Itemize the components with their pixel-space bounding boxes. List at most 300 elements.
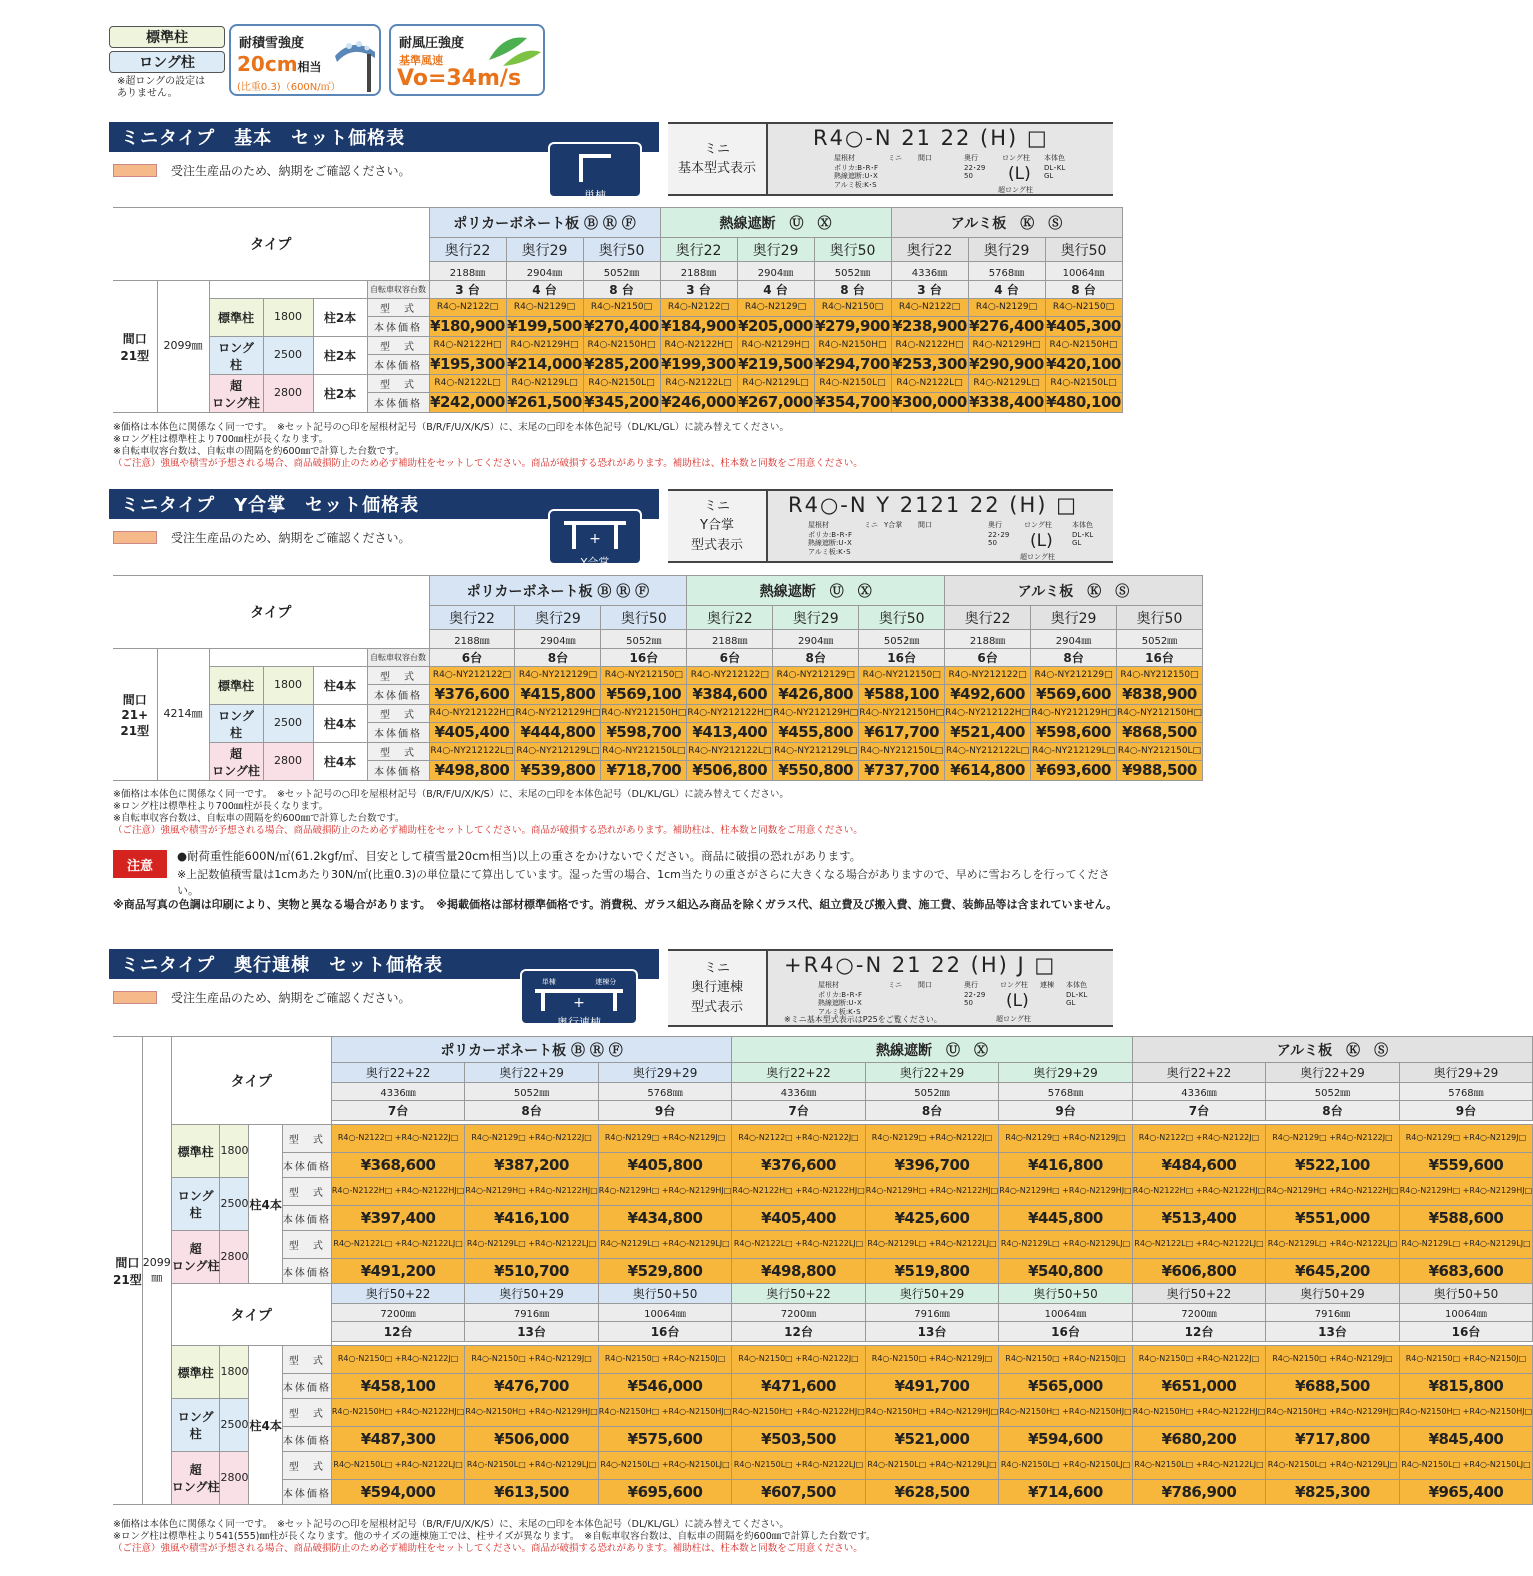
- model-code: R4○-N2122□ +R4○-N2122J□: [331, 1125, 464, 1153]
- price: ¥376,600: [732, 1153, 865, 1178]
- depth-header: 奥行50+50: [999, 1284, 1132, 1304]
- depth-header: 奥行22: [429, 606, 515, 630]
- photo-note: ※商品写真の色調は印刷により、実物と異なる場合があります。 ※掲載価格は部材標準価格です。消費税、ガラス組込み商品を除くガラス代、組立費及び搬入費、施工費、装飾品等は含まれていません。: [113, 898, 1118, 911]
- section3-title: ミニタイプ 奥行連棟 セット価格表: [109, 949, 659, 979]
- model-label: 型 式: [282, 1452, 331, 1480]
- model-code: R4○-N2150L□ +R4○-N2150LJ□: [999, 1452, 1132, 1480]
- blank-cell: [209, 281, 367, 299]
- price: ¥628,500: [865, 1480, 998, 1505]
- section1-order-note: [113, 162, 411, 179]
- wind-value: Vo=34m/s: [397, 66, 522, 91]
- model-code: R4○-NY212129H□: [773, 705, 859, 723]
- model-depth-vals: 22･29 50: [988, 531, 1010, 548]
- model-code: R4○-N2129H□ +R4○-N2122HJ□: [465, 1178, 598, 1206]
- price: ¥484,600: [1132, 1153, 1265, 1178]
- length-mm: 2188㎜: [429, 262, 506, 281]
- pole-height: 2800: [220, 1452, 249, 1505]
- model-long-lbl: ロング柱: [1024, 521, 1052, 529]
- price: ¥491,700: [865, 1374, 998, 1399]
- pole-type: 超 ロング柱: [171, 1231, 220, 1284]
- bike-capacity: 6台: [945, 649, 1031, 667]
- model-label: 型 式: [282, 1399, 331, 1427]
- depth-header: 奥行22+22: [1132, 1063, 1265, 1083]
- model-code: R4○-N2150□ +R4○-N2129J□: [865, 1346, 998, 1374]
- snow-value: 20cm: [237, 52, 298, 76]
- bike-capacity: 3 台: [429, 281, 506, 299]
- model-code: R4○-NY212150□: [859, 667, 945, 685]
- type-header: タイプ: [113, 576, 429, 649]
- depth-header: 奥行29+29: [1399, 1063, 1532, 1083]
- model-code: R4○-N2129□: [968, 299, 1045, 317]
- caution-line1: ●耐荷重性能600N/㎡(61.2kgf/㎡、目安として積雪量20cm相当)以上の重さをかけないでください。商品に破損の恐れがあります。: [177, 849, 862, 863]
- model-code: R4○-NY212150L□: [1117, 743, 1203, 761]
- bike-capacity: 16台: [598, 1322, 731, 1342]
- price: ¥845,400: [1399, 1427, 1532, 1452]
- model-code: R4○-NY212129□: [515, 667, 601, 685]
- model-code: R4○-NY212122□: [945, 667, 1031, 685]
- length-mm: 5052㎜: [1117, 630, 1203, 649]
- model-label-mini: ミニ: [703, 498, 730, 514]
- depth-header: 奥行50+50: [1399, 1284, 1532, 1304]
- model-label: 型 式: [367, 375, 429, 393]
- price: ¥405,400: [732, 1206, 865, 1231]
- price: ¥253,300: [892, 355, 967, 374]
- bike-capacity: 13台: [1266, 1322, 1399, 1342]
- bike-capacity: 8台: [465, 1101, 598, 1121]
- model-width-lbl: 間口: [918, 981, 932, 989]
- s2-price-table: [113, 575, 1203, 781]
- price: ¥396,700: [865, 1153, 998, 1178]
- model-code: R4○-N2129L□: [737, 375, 814, 393]
- price: ¥458,100: [331, 1374, 464, 1399]
- price: ¥546,000: [598, 1374, 731, 1399]
- model-code: R4○-N2150□ +R4○-N2122J□: [1132, 1346, 1265, 1374]
- model-code: R4○-N2129□ +R4○-N2122J□: [1266, 1125, 1399, 1153]
- width-type: 間口 21+ 21型: [113, 649, 157, 781]
- pole-type: 超 ロング柱: [171, 1452, 220, 1505]
- price: ¥559,600: [1399, 1153, 1532, 1178]
- length-mm: 5052㎜: [859, 630, 945, 649]
- bike-capacity: 12台: [1132, 1322, 1265, 1342]
- bike-capacity: 9台: [1399, 1101, 1532, 1121]
- depth-header: 奥行50: [1045, 238, 1122, 262]
- model-code: R4○-N2122L□ +R4○-N2122LJ□: [1132, 1231, 1265, 1259]
- section1-icon-label: 単棟: [584, 189, 606, 202]
- price: ¥199,500: [507, 317, 582, 336]
- price: ¥345,200: [584, 393, 659, 412]
- pole-height: 1800: [220, 1125, 249, 1178]
- model-code: R4○-N2129□ +R4○-N2129J□: [999, 1125, 1132, 1153]
- model-label-linked: 奥行連棟: [690, 980, 743, 996]
- depth-header: 奥行29+29: [999, 1063, 1132, 1083]
- bike-capacity: 7台: [1132, 1101, 1265, 1121]
- price: ¥815,800: [1399, 1374, 1532, 1399]
- pole-height: 2800: [220, 1231, 249, 1284]
- model-code: R4○-N2129H□ +R4○-N2129HJ□: [999, 1178, 1132, 1206]
- price: ¥550,800: [773, 761, 859, 781]
- section3-icon-label: 奥行連棟: [557, 1016, 601, 1029]
- model-code: R4○-N2150□: [583, 299, 660, 317]
- bike-capacity: 9台: [598, 1101, 731, 1121]
- length-mm: 7200㎜: [331, 1304, 464, 1322]
- footnote: ※ロング柱は標準柱より541(555)㎜柱が長くなります。他のサイズの連棟施工では、柱サイズが異なります。 ※自転車収容台数は、自転車の間隔を約600㎜で計算した台数です。: [113, 1530, 876, 1542]
- price: ¥498,800: [429, 761, 515, 781]
- model-code: R4○-NY212129L□: [773, 743, 859, 761]
- price: ¥184,900: [661, 317, 736, 336]
- model-code: R4○-N2122□ +R4○-N2122J□: [732, 1125, 865, 1153]
- price: ¥492,600: [945, 685, 1031, 705]
- bike-capacity: 9台: [999, 1101, 1132, 1121]
- snow-detail: (比重0.3)（600N/㎡）: [237, 82, 341, 93]
- bike-capacity: 7台: [732, 1101, 865, 1121]
- model-code: R4○-N2150H□ +R4○-N2129HJ□: [865, 1399, 998, 1427]
- model-code: R4○-NY212150□: [1117, 667, 1203, 685]
- model-roof-lbl: 屋根材: [818, 981, 839, 989]
- bike-capacity: 3 台: [891, 281, 968, 299]
- section3-order-note: [113, 989, 411, 1006]
- section1-title: ミニタイプ 基本 セット価格表: [109, 122, 659, 152]
- price: ¥506,000: [465, 1427, 598, 1452]
- carport-snow-icon: [331, 34, 377, 94]
- model-code: R4○-N2150H□ +R4○-N2150HJ□: [1399, 1399, 1532, 1427]
- model-code: R4○-NY212129H□: [1031, 705, 1117, 723]
- depth-header: 奥行50+50: [598, 1284, 731, 1304]
- footnote: ※価格は本体色に関係なく同一です。 ※セット記号の○印を屋根材記号（B/R/F/U/X/K/S）に、末尾の□印を本体色記号（DL/KL/GL）に読み替えてください。: [113, 789, 789, 800]
- model-code: R4○-N2129L□: [968, 375, 1045, 393]
- length-mm: 2904㎜: [1031, 630, 1117, 649]
- length-mm: 2904㎜: [515, 630, 601, 649]
- section3-notes: [113, 1519, 876, 1555]
- model-code: R4○-N2129L□ +R4○-N2122LJ□: [865, 1231, 998, 1259]
- price: ¥569,600: [1031, 685, 1117, 705]
- price: ¥434,800: [598, 1206, 731, 1231]
- model-mini-lbl: ミニ: [888, 154, 902, 162]
- model-code: R4○-N2122□: [891, 299, 968, 317]
- price: ¥238,900: [892, 317, 967, 336]
- model-code: R4○-N2129□ +R4○-N2129J□: [598, 1125, 731, 1153]
- bike-capacity: 8 台: [1045, 281, 1122, 299]
- material-group-header: 熱線遮断 Ⓤ Ⓧ: [660, 208, 891, 238]
- model-roof-detail: ポリカ:B･R･F 熱線遮断:U･X アルミ板:K･S: [818, 991, 862, 1016]
- length-mm: 4336㎜: [1132, 1083, 1265, 1101]
- caution-box: [113, 846, 1113, 897]
- price: ¥426,800: [773, 685, 859, 705]
- price: ¥384,600: [687, 685, 773, 705]
- length-mm: 5768㎜: [999, 1083, 1132, 1101]
- post-count: 柱2本: [313, 375, 367, 413]
- price: ¥487,300: [331, 1427, 464, 1452]
- model-code: R4○-N2150□: [814, 299, 891, 317]
- price: ¥569,100: [601, 685, 687, 705]
- model-code: R4○-N2150L□ +R4○-N2150LJ□: [598, 1452, 731, 1480]
- price: ¥606,800: [1132, 1259, 1265, 1284]
- svg-text:+: +: [589, 531, 601, 547]
- price: ¥219,500: [738, 355, 813, 374]
- depth-header: 奥行50: [1117, 606, 1203, 630]
- model-code: R4○-N2129L□ +R4○-N2129LJ□: [999, 1231, 1132, 1259]
- order-note-text: 受注生産品のため、納期をご確認ください。: [171, 164, 411, 178]
- price: ¥718,700: [601, 761, 687, 781]
- order-swatch: [113, 164, 157, 177]
- price: ¥565,000: [999, 1374, 1132, 1399]
- model-color-lbl: 本体色: [1072, 521, 1093, 529]
- model-code: R4○-NY212150H□: [859, 705, 945, 723]
- depth-header: 奥行22+22: [732, 1063, 865, 1083]
- bike-capacity: 16台: [859, 649, 945, 667]
- price: ¥825,300: [1266, 1480, 1399, 1505]
- model-code: R4○-N2150□ +R4○-N2150J□: [999, 1346, 1132, 1374]
- price: ¥680,200: [1132, 1427, 1265, 1452]
- price: ¥491,200: [331, 1259, 464, 1284]
- bike-capacity: 16台: [601, 649, 687, 667]
- model-code: R4○-N2122L□: [660, 375, 737, 393]
- price-label: 本体価格: [367, 723, 429, 743]
- model-code: R4○-N2150H□ +R4○-N2129HJ□: [1266, 1399, 1399, 1427]
- bike-capacity-label: 自転車収容台数: [367, 281, 429, 299]
- model-code: R4○-N2129H□ +R4○-N2129HJ□: [598, 1178, 731, 1206]
- price-label: 本体価格: [282, 1153, 331, 1178]
- bike-capacity: 8 台: [583, 281, 660, 299]
- price-label: 本体価格: [367, 393, 429, 413]
- model-code: R4○-N2122L□ +R4○-N2122LJ□: [732, 1231, 865, 1259]
- price: ¥588,600: [1399, 1206, 1532, 1231]
- bike-capacity-label: 自転車収容台数: [367, 649, 429, 667]
- price: ¥416,100: [465, 1206, 598, 1231]
- material-group-header: 熱線遮断 Ⓤ Ⓧ: [732, 1037, 1132, 1063]
- price: ¥420,100: [1046, 355, 1121, 374]
- model-code: R4○-N2129H□: [968, 337, 1045, 355]
- price: ¥285,200: [584, 355, 659, 374]
- model-roof-lbl: 屋根材: [834, 154, 855, 162]
- warning-note: （ご注意）強風や積雪が予想される場合、商品破損防止のため必ず補助柱をセットしてください。商品が破損する恐れがあります。補助柱は、柱本数と同数をご用意ください。: [113, 457, 863, 469]
- depth-header: 奥行29: [968, 238, 1045, 262]
- bike-capacity: 8台: [865, 1101, 998, 1121]
- price: ¥588,100: [859, 685, 945, 705]
- material-group-header: アルミ板 Ⓚ Ⓢ: [945, 576, 1203, 606]
- model-code: R4○-N2150H□ +R4○-N2150HJ□: [598, 1399, 731, 1427]
- section1-notes: [113, 422, 863, 470]
- model-code: R4○-N2150□ +R4○-N2150J□: [1399, 1346, 1532, 1374]
- model-super-lbl: 超ロング柱: [998, 186, 1033, 194]
- depth-header: 奥行29+29: [598, 1063, 731, 1083]
- model-label: 型 式: [282, 1231, 331, 1259]
- model-mini-lbl: ミニ: [888, 981, 902, 989]
- model-code: R4○-NY212129□: [773, 667, 859, 685]
- model-code: R4○-NY212129H□: [515, 705, 601, 723]
- model-super-lbl: 超ロング柱: [1020, 553, 1055, 561]
- model-code: R4○-NY212122H□: [429, 705, 515, 723]
- wind-title: 耐風圧強度: [399, 36, 465, 51]
- footnote: ※価格は本体色に関係なく同一です。 ※セット記号の○印を屋根材記号（B/R/F/U/X/K/S）に、末尾の□印を本体色記号（DL/KL/GL）に読み替えてください。: [113, 422, 789, 433]
- price: ¥205,000: [738, 317, 813, 336]
- model-code: R4○-N2150H□ +R4○-N2122HJ□: [732, 1399, 865, 1427]
- price: ¥476,700: [465, 1374, 598, 1399]
- model-code: R4○-N2150L□ +R4○-N2129LJ□: [1266, 1452, 1399, 1480]
- section1-model-panel: [668, 122, 1113, 196]
- model-code: R4○-N2122H□: [891, 337, 968, 355]
- model-code: R4○-NY212150H□: [601, 705, 687, 723]
- price: ¥300,000: [892, 393, 967, 412]
- model-code: R4○-N2122L□ +R4○-N2122LJ□: [331, 1231, 464, 1259]
- price: ¥480,100: [1046, 393, 1121, 412]
- price: ¥683,600: [1399, 1259, 1532, 1284]
- model-code: R4○-N2122L□: [891, 375, 968, 393]
- price: ¥267,000: [738, 393, 813, 412]
- model-code: R4○-N2150□ +R4○-N2129J□: [465, 1346, 598, 1374]
- model-code: R4○-N2129L□ +R4○-N2129LJ□: [598, 1231, 731, 1259]
- model-code: R4○-NY212129□: [1031, 667, 1117, 685]
- depth-header: 奥行50+29: [465, 1284, 598, 1304]
- model-code: R4○-N2129□: [737, 299, 814, 317]
- bike-capacity: 13台: [465, 1322, 598, 1342]
- price: ¥613,500: [465, 1480, 598, 1505]
- price: ¥199,300: [661, 355, 736, 374]
- price: ¥444,800: [515, 723, 601, 743]
- icon-single-lbl: 単棟: [541, 978, 556, 986]
- price-label: 本体価格: [367, 355, 429, 375]
- price: ¥513,400: [1132, 1206, 1265, 1231]
- price: ¥294,700: [815, 355, 890, 374]
- length-mm: 4336㎜: [732, 1083, 865, 1101]
- width-mm: 2099 ㎜: [142, 1037, 171, 1505]
- model-label-title: 型式表示: [690, 999, 743, 1015]
- model-code: R4○-N2150H□ +R4○-N2122HJ□: [1132, 1399, 1265, 1427]
- bike-capacity: 6台: [429, 649, 515, 667]
- width-mm: 4214㎜: [157, 649, 209, 781]
- footnote: ※ロング柱は標準柱より700㎜柱が長くなります。: [113, 433, 329, 445]
- length-mm: 5052㎜: [814, 262, 891, 281]
- model-code: R4○-NY212122L□: [429, 743, 515, 761]
- bike-capacity: 16台: [1117, 649, 1203, 667]
- model-long-lbl: ロング柱: [1000, 981, 1028, 989]
- length-mm: 5768㎜: [598, 1083, 731, 1101]
- model-depth-lbl: 奥行: [964, 154, 978, 162]
- model-code: R4○-N2150□ +R4○-N2122J□: [732, 1346, 865, 1374]
- depth-header: 奥行22+29: [465, 1063, 598, 1083]
- material-group-header: ポリカーボネート板 Ⓑ Ⓡ Ⓕ: [429, 208, 660, 238]
- warning-note: （ご注意）強風や積雪が予想される場合、商品破損防止のため必ず補助柱をセットしてください。商品が破損する恐れがあります。補助柱は、柱本数と同数をご用意ください。: [113, 1542, 863, 1554]
- warning-note: （ご注意）強風や積雪が予想される場合、商品破損防止のため必ず補助柱をセットしてください。商品が破損する恐れがあります。補助柱は、柱本数と同数をご用意ください。: [113, 824, 863, 836]
- post-count: 柱2本: [313, 299, 367, 337]
- price-label: 本体価格: [367, 761, 429, 781]
- price: ¥539,800: [515, 761, 601, 781]
- length-mm: 5768㎜: [1399, 1083, 1532, 1101]
- price: ¥598,700: [601, 723, 687, 743]
- model-code: R4○-NY212129L□: [515, 743, 601, 761]
- snow-title: 耐積雪強度: [239, 36, 305, 51]
- price: ¥503,500: [732, 1427, 865, 1452]
- model-code: R4○-NY212150L□: [601, 743, 687, 761]
- price: ¥519,800: [865, 1259, 998, 1284]
- depth-header: 奥行29: [773, 606, 859, 630]
- price: ¥607,500: [732, 1480, 865, 1505]
- s3-price-table: [113, 1036, 1533, 1505]
- bike-capacity: 8台: [1266, 1101, 1399, 1121]
- badge-standard: 標準柱: [109, 26, 225, 48]
- length-mm: 5052㎜: [865, 1083, 998, 1101]
- model-code: R4○-N2150H□: [583, 337, 660, 355]
- length-mm: 7916㎜: [465, 1304, 598, 1322]
- pole-type: 標準柱: [209, 667, 263, 705]
- price: ¥397,400: [331, 1206, 464, 1231]
- y-carport-icon: [548, 509, 642, 569]
- model-label: 型 式: [367, 705, 429, 723]
- bike-capacity: 8台: [1031, 649, 1117, 667]
- depth-header: 奥行29: [1031, 606, 1117, 630]
- bike-capacity: 4 台: [968, 281, 1045, 299]
- model-code: R4○-N2150H□ +R4○-N2150HJ□: [999, 1399, 1132, 1427]
- price: ¥416,800: [999, 1153, 1132, 1178]
- price: ¥445,800: [999, 1206, 1132, 1231]
- pole-height: 1800: [263, 667, 313, 705]
- model-ref-note: ※ミニ基本型式表示はP25をご覧ください。: [784, 1015, 942, 1024]
- depth-header: 奥行50+29: [865, 1284, 998, 1304]
- price: ¥688,500: [1266, 1374, 1399, 1399]
- bike-capacity: 6台: [687, 649, 773, 667]
- model-y-lbl: Y合掌: [884, 521, 903, 529]
- model-code: R4○-N2129H□: [506, 337, 583, 355]
- pole-type: ロング 柱: [209, 705, 263, 743]
- length-mm: 4336㎜: [331, 1083, 464, 1101]
- material-group-header: 熱線遮断 Ⓤ Ⓧ: [687, 576, 945, 606]
- model-code: R4○-N2129L□ +R4○-N2122LJ□: [465, 1231, 598, 1259]
- model-code: R4○-N2150□ +R4○-N2122J□: [331, 1346, 464, 1374]
- pole-type: 標準柱: [209, 299, 263, 337]
- pole-height: 2800: [263, 743, 313, 781]
- model-depth-vals: 22･29 50: [964, 164, 986, 181]
- length-mm: 4336㎜: [891, 262, 968, 281]
- pole-height: 2500: [263, 337, 313, 375]
- depth-header: 奥行50+22: [331, 1284, 464, 1304]
- price: ¥290,900: [969, 355, 1044, 374]
- price: ¥425,600: [865, 1206, 998, 1231]
- length-mm: 10064㎜: [999, 1304, 1132, 1322]
- length-mm: 2188㎜: [945, 630, 1031, 649]
- model-code: R4○-N2122H□ +R4○-N2122HJ□: [331, 1178, 464, 1206]
- type-header: タイプ: [171, 1284, 331, 1346]
- price: ¥455,800: [773, 723, 859, 743]
- model-code: R4○-N2150L□: [814, 375, 891, 393]
- section2-model-panel: [668, 489, 1113, 563]
- bike-capacity: 12台: [732, 1322, 865, 1342]
- price: ¥529,800: [598, 1259, 731, 1284]
- model-label: 型 式: [367, 337, 429, 355]
- bike-capacity: 8台: [773, 649, 859, 667]
- price: ¥868,500: [1117, 723, 1203, 743]
- bike-capacity: 7台: [331, 1101, 464, 1121]
- pole-height: 2500: [263, 705, 313, 743]
- model-code: R4○-N2150L□: [1045, 375, 1122, 393]
- price: ¥405,800: [598, 1153, 731, 1178]
- model-code: R4○-N2122H□: [660, 337, 737, 355]
- model-color-vals: DL･KL GL: [1072, 531, 1094, 548]
- price: ¥180,900: [430, 317, 505, 336]
- depth-header: 奥行50: [859, 606, 945, 630]
- blank-cell: [209, 649, 367, 667]
- depth-header: 奥行50+22: [1132, 1284, 1265, 1304]
- price: ¥617,700: [859, 723, 945, 743]
- model-code: R4○-N2150L□: [583, 375, 660, 393]
- model-color-vals: DL･KL GL: [1044, 164, 1066, 181]
- icon-linked-lbl: 連棟分: [595, 978, 617, 986]
- length-mm: 7916㎜: [865, 1304, 998, 1322]
- bike-capacity: 4 台: [737, 281, 814, 299]
- width-type: 間口 21型: [113, 1037, 142, 1505]
- model-code: R4○-NY212122L□: [687, 743, 773, 761]
- length-mm: 10064㎜: [598, 1304, 731, 1322]
- depth-linked-icon: [520, 969, 638, 1029]
- order-note-text: 受注生産品のため、納期をご確認ください。: [171, 531, 411, 545]
